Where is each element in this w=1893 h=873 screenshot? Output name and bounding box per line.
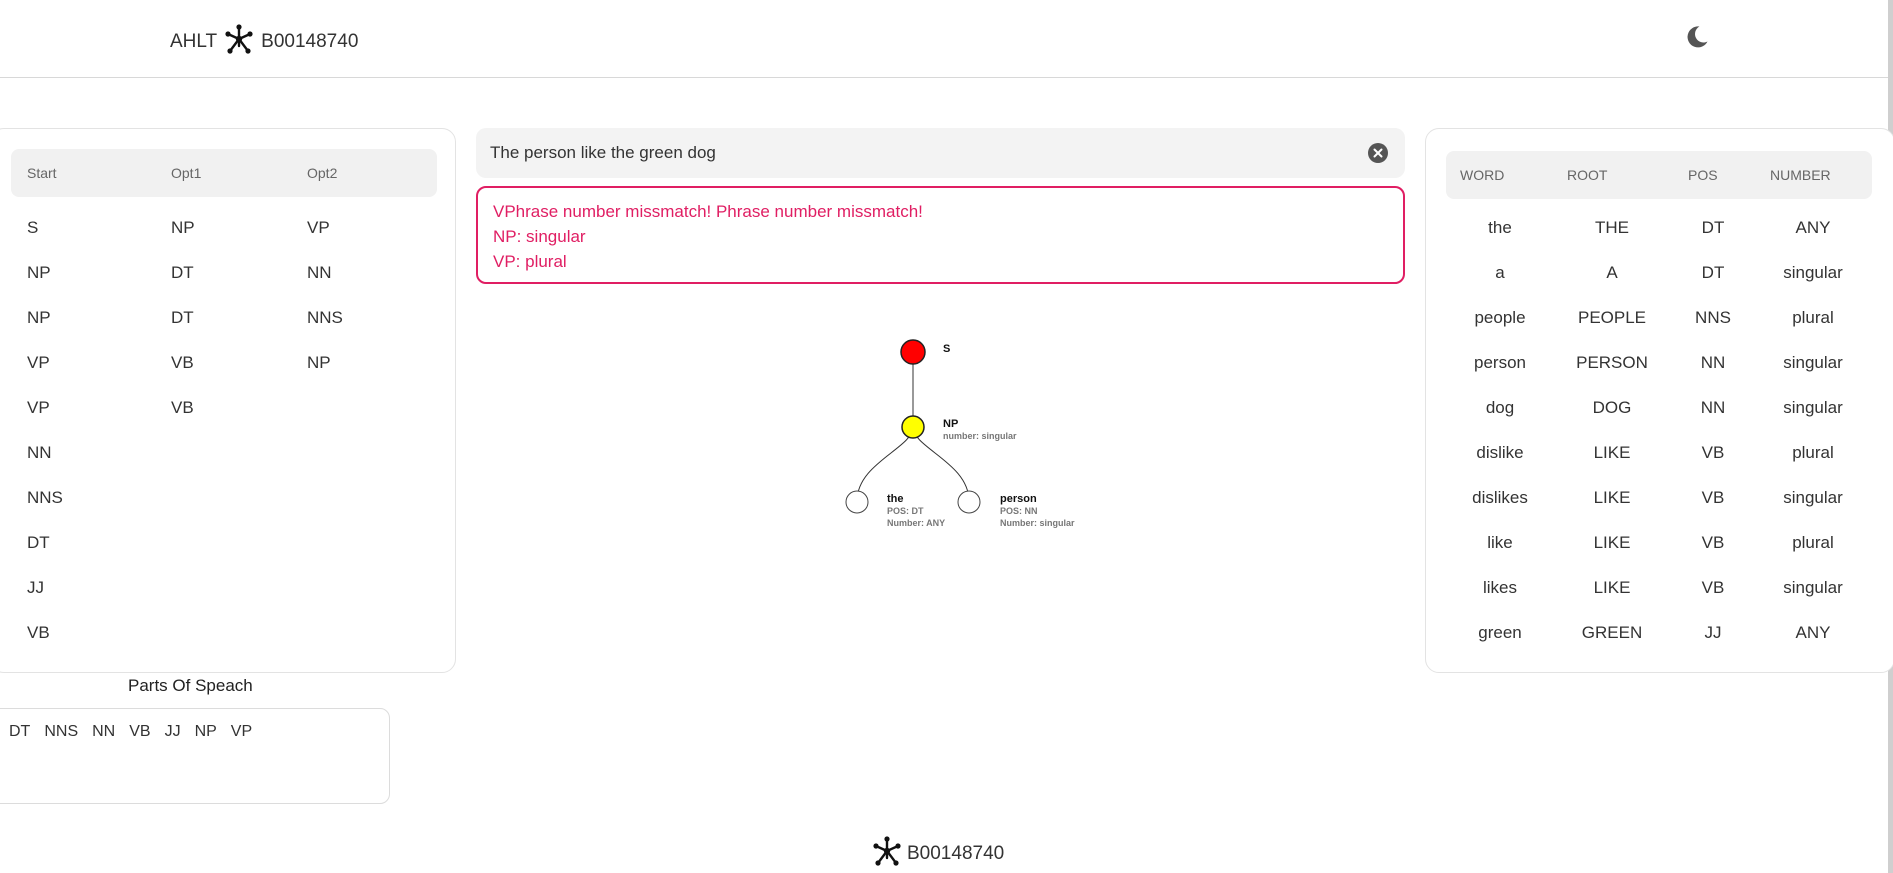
column-header: NUMBER xyxy=(1770,167,1831,183)
lexicon-cell: a xyxy=(1495,263,1505,282)
lexicon-cell: LIKE xyxy=(1593,533,1631,552)
tree-node-s[interactable] xyxy=(901,340,925,364)
leaf-number: Number: singular xyxy=(1000,518,1075,528)
sentence-input[interactable] xyxy=(490,128,1350,178)
brand-text: AHLT xyxy=(170,31,218,52)
leaf-pos: POS: DT xyxy=(887,506,924,516)
grammar-cell: VB xyxy=(27,623,50,642)
lexicon-cell: singular xyxy=(1783,488,1843,507)
leaf-number: Number: ANY xyxy=(887,518,946,528)
student-id: B00148740 xyxy=(261,31,359,52)
moon-icon xyxy=(1684,24,1710,50)
top-navbar xyxy=(0,0,1893,78)
pos-tag: JJ xyxy=(164,723,181,740)
grammar-cell: NP xyxy=(307,353,331,372)
pos-tag: VB xyxy=(129,723,151,740)
pos-tag: VP xyxy=(230,723,253,740)
column-header: WORD xyxy=(1460,167,1505,183)
tree-leaf-person[interactable] xyxy=(958,491,980,513)
grammar-table-header xyxy=(11,149,437,197)
error-line: VP: plural xyxy=(493,252,567,271)
lexicon-cell: ANY xyxy=(1795,218,1831,237)
lexicon-cell: plural xyxy=(1792,443,1834,462)
asterisk-network-icon xyxy=(225,24,253,60)
lexicon-cell: singular xyxy=(1783,353,1843,372)
pos-tag: NN xyxy=(92,723,116,740)
lexicon-cell: NN xyxy=(1700,353,1726,372)
node-detail-np: number: singular xyxy=(943,431,1017,441)
lexicon-cell: dog xyxy=(1485,398,1515,417)
lexicon-cell: the xyxy=(1488,218,1512,237)
tree-node-np[interactable] xyxy=(902,416,924,438)
pos-tag: NP xyxy=(194,723,217,740)
grammar-cell: VP xyxy=(27,353,50,372)
lexicon-cell: green xyxy=(1478,623,1522,642)
column-header: POS xyxy=(1688,167,1718,183)
grammar-cell: VB xyxy=(171,398,194,417)
lexicon-cell: dislikes xyxy=(1472,488,1528,507)
grammar-cell: NN xyxy=(27,443,52,462)
grammar-cell: DT xyxy=(171,263,194,282)
lexicon-cell: likes xyxy=(1482,578,1518,597)
lexicon-cell: DT xyxy=(1701,218,1725,237)
grammar-cell: VP xyxy=(27,398,50,417)
node-label-np: NP xyxy=(943,418,959,430)
pos-tag: NNS xyxy=(44,723,79,740)
lexicon-cell: LIKE xyxy=(1593,443,1631,462)
grammar-cell: VP xyxy=(307,218,330,237)
theme-toggle-button[interactable] xyxy=(1684,24,1710,55)
lexicon-cell: person xyxy=(1474,353,1526,372)
grammar-cell: DT xyxy=(171,308,194,327)
lexicon-cell: GREEN xyxy=(1581,623,1643,642)
lexicon-cell: plural xyxy=(1792,533,1834,552)
lexicon-cell: DT xyxy=(1701,263,1725,282)
sentence-input-container xyxy=(476,128,1405,178)
grammar-cell: NN xyxy=(307,263,332,282)
grammar-cell: VB xyxy=(171,353,194,372)
clear-input-button[interactable] xyxy=(1368,143,1388,163)
column-header: Start xyxy=(27,165,57,181)
column-header: Opt2 xyxy=(307,165,338,181)
lexicon-cell: THE xyxy=(1595,218,1629,237)
lexicon-cell: PERSON xyxy=(1576,353,1648,372)
leaf-label: the xyxy=(887,493,904,505)
error-alert xyxy=(476,186,1405,284)
grammar-rules-card xyxy=(0,128,456,673)
error-line: NP: singular xyxy=(493,227,586,246)
tree-edge xyxy=(857,427,913,501)
lexicon-card xyxy=(1425,128,1893,673)
grammar-cell: JJ xyxy=(27,578,44,597)
lexicon-cell: VB xyxy=(1701,443,1725,462)
column-header: Opt1 xyxy=(171,165,202,181)
lexicon-cell: PEOPLE xyxy=(1577,308,1647,327)
lexicon-cell: VB xyxy=(1701,533,1725,552)
lexicon-cell: singular xyxy=(1783,578,1843,597)
grammar-cell: NNS xyxy=(27,488,63,507)
asterisk-network-icon xyxy=(873,836,901,872)
lexicon-cell: VB xyxy=(1701,488,1725,507)
lexicon-cell: singular xyxy=(1783,398,1843,417)
leaf-label: person xyxy=(1000,493,1037,505)
parts-of-speech-title: Parts Of Speach xyxy=(128,676,253,695)
grammar-cell: DT xyxy=(27,533,50,552)
error-line: VPhrase number missmatch! Phrase number missmatch! xyxy=(493,202,923,221)
grammar-cell: NP xyxy=(27,308,51,327)
lexicon-cell: LIKE xyxy=(1593,488,1631,507)
parse-tree xyxy=(476,320,1405,550)
lexicon-cell: dislike xyxy=(1476,443,1524,462)
brand[interactable] xyxy=(170,24,358,60)
lexicon-cell: plural xyxy=(1792,308,1834,327)
node-label-s: S xyxy=(943,343,951,355)
tree-leaf-the[interactable] xyxy=(846,491,868,513)
grammar-cell: NP xyxy=(27,263,51,282)
lexicon-cell: A xyxy=(1606,263,1618,282)
footer xyxy=(873,836,1004,872)
lexicon-cell: people xyxy=(1474,308,1526,327)
grammar-cell: NP xyxy=(171,218,195,237)
lexicon-cell: LIKE xyxy=(1593,578,1631,597)
lexicon-cell: JJ xyxy=(1704,623,1722,642)
lexicon-cell: DOG xyxy=(1592,398,1632,417)
footer-student-id: B00148740 xyxy=(907,843,1005,864)
grammar-cell: NNS xyxy=(307,308,343,327)
lexicon-cell: VB xyxy=(1701,578,1725,597)
lexicon-cell: NN xyxy=(1700,398,1726,417)
parts-of-speech-list xyxy=(9,723,252,741)
grammar-cell: S xyxy=(27,218,39,237)
lexicon-cell: like xyxy=(1487,533,1513,552)
pos-tag: DT xyxy=(9,723,31,740)
lexicon-table-header xyxy=(1446,151,1872,199)
column-header: ROOT xyxy=(1567,167,1608,183)
lexicon-cell: singular xyxy=(1783,263,1843,282)
parts-of-speech-box xyxy=(0,708,390,804)
clear-icon xyxy=(1368,143,1388,163)
lexicon-cell: NNS xyxy=(1695,308,1731,327)
leaf-pos: POS: NN xyxy=(1000,506,1038,516)
lexicon-cell: ANY xyxy=(1795,623,1831,642)
